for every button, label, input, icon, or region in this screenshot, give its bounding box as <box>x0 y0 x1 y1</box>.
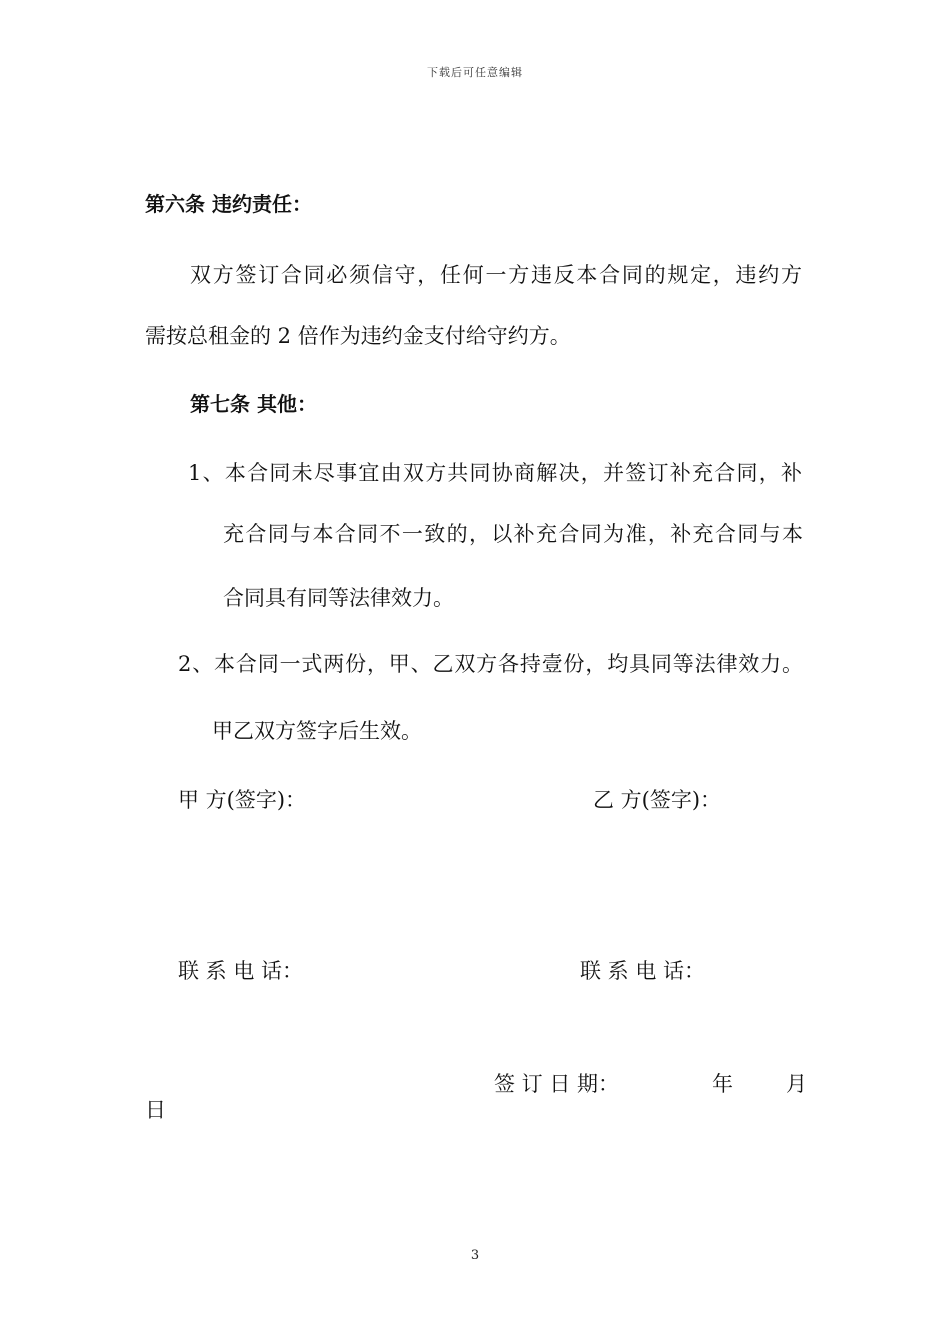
article-6-title: 第六条 违约责任： <box>145 192 312 216</box>
signing-date-label: 签 订 日 期： <box>494 1072 620 1096</box>
article-7-title: 第七条 其他： <box>190 392 317 416</box>
article-7-item-1-line-3: 合同具有同等法律效力。 <box>223 586 454 610</box>
signing-date-year: 年 <box>712 1072 733 1096</box>
effective-statement: 甲乙双方签字后生效。 <box>212 719 422 743</box>
article-6-line-2: 需按总租金的 2 倍作为违约金支付给守约方。 <box>145 324 571 348</box>
article-7-item-1-line-2: 充合同与本合同不一致的，以补充合同为准，补充合同与本 <box>223 522 803 546</box>
page-number: 3 <box>470 1248 480 1263</box>
page-header-note: 下载后可任意编辑 <box>427 66 523 79</box>
party-a-phone-label: 联 系 电 话： <box>178 959 304 983</box>
party-a-signature-label: 甲 方(签字)： <box>178 788 307 812</box>
article-6-line-1: 双方签订合同必须信守，任何一方违反本合同的规定，违约方 <box>190 263 802 287</box>
signing-date-day: 日 <box>145 1098 166 1122</box>
article-7-item-1-line-1: 1、本合同未尽事宜由双方共同协商解决，并签订补充合同，补 <box>188 461 802 485</box>
article-7-item-2: 2、本合同一式两份，甲、乙双方各持壹份，均具同等法律效力。 <box>178 652 803 676</box>
party-b-phone-label: 联 系 电 话： <box>580 959 706 983</box>
party-b-signature-label: 乙 方(签字)： <box>593 788 722 812</box>
signing-date-month: 月 <box>786 1072 807 1096</box>
